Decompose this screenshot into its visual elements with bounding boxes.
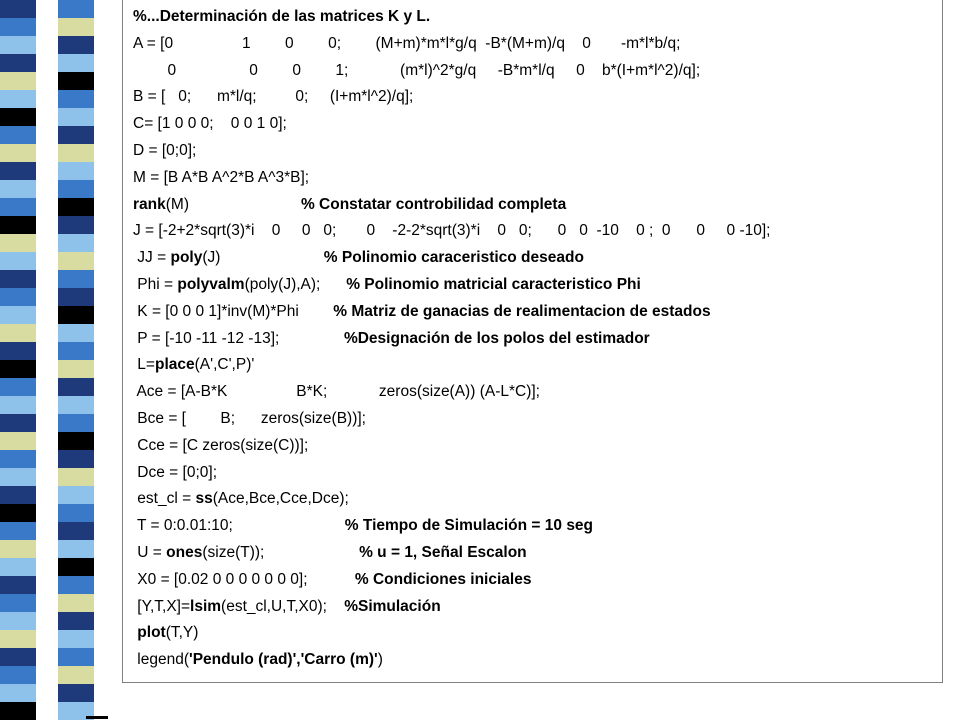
- code-text: M = [B A*B A^2*B A^3*B];: [133, 168, 310, 186]
- stripe-segment: [0, 288, 36, 306]
- stripe-segment: [0, 378, 36, 396]
- code-line: [133, 406, 366, 432]
- stripe-segment: [0, 180, 36, 198]
- code-text: B = [ 0; m*l/q; 0; (I+m*l^2)/q];: [133, 88, 414, 106]
- stripe-segment: [58, 54, 94, 72]
- stripe-segment: [58, 36, 94, 54]
- stripe-segment: [58, 162, 94, 180]
- code-line: [133, 326, 650, 352]
- code-line: [133, 111, 287, 137]
- stripe-segment: [58, 198, 94, 216]
- stripe-segment: [0, 648, 36, 666]
- code-text: J = [-2+2*sqrt(3)*i 0 0 0; 0 -2-2*sqrt(3)*i 0 0; 0 0 -10 0 ; 0 0 0 -10];: [133, 222, 771, 240]
- code-text: (size(T));: [202, 544, 360, 561]
- stripe-gap-right: [94, 0, 110, 720]
- code-text: C= [1 0 0 0; 0 0 1 0];: [133, 115, 287, 133]
- stripe-segment: [0, 54, 36, 72]
- stripe-segment: [58, 378, 94, 396]
- code-line: [133, 513, 593, 539]
- stripe-segment: [0, 0, 36, 18]
- code-line: [133, 567, 531, 593]
- stripe-segment: [0, 396, 36, 414]
- stripe-segment: [58, 126, 94, 144]
- stripe-segment: [58, 558, 94, 576]
- stripe-segment: [0, 576, 36, 594]
- code-text: T = 0:0.01:10;: [133, 517, 345, 535]
- stripe-segment: [58, 468, 94, 486]
- code-line: [133, 540, 527, 566]
- code-text: (est_cl,U,T,X0);: [221, 597, 345, 615]
- code-keyword: poly: [170, 249, 203, 267]
- code-text: est_cl =: [133, 490, 196, 508]
- code-keyword: 'Pendulo (rad)','Carro (m)': [189, 651, 378, 669]
- stripe-segment: [0, 342, 36, 360]
- code-keyword: % Condiciones iniciales: [354, 570, 532, 588]
- stripe-segment: [58, 486, 94, 504]
- code-keyword: % Tiempo de Simulación = 10 seg: [344, 517, 594, 535]
- code-text: L=: [133, 356, 155, 374]
- stripe-segment: [0, 72, 36, 90]
- stripe-segment: [0, 306, 36, 324]
- stripe-segment: [58, 612, 94, 630]
- code-keyword: % Polinomio matricial caracteristico Phi: [346, 276, 641, 293]
- code-keyword: ss: [195, 490, 213, 508]
- stripe-segment: [58, 324, 94, 342]
- stripe-segment: [0, 144, 36, 162]
- code-line: [133, 352, 254, 378]
- stripe-segment: [58, 144, 94, 162]
- code-keyword: polyvalm: [177, 276, 245, 293]
- stripe-segment: [58, 90, 94, 108]
- stripe-segment: [0, 540, 36, 558]
- code-line: [133, 379, 540, 405]
- stripe-segment: [0, 486, 36, 504]
- code-keyword: % Constatar controbilidad completa: [300, 195, 567, 213]
- stripe-segment: [0, 450, 36, 468]
- stripe-segment: [0, 234, 36, 252]
- stripe-segment: [58, 414, 94, 432]
- stripe-segment: [58, 432, 94, 450]
- stripe-segment: [58, 252, 94, 270]
- code-line: [133, 620, 198, 646]
- stripe-segment: [0, 360, 36, 378]
- stripe-segment: [0, 36, 36, 54]
- stripe-segment: [58, 666, 94, 684]
- stripe-segment: [0, 18, 36, 36]
- stripe-segment: [58, 360, 94, 378]
- code-keyword: rank: [133, 195, 166, 213]
- code-line: [133, 647, 383, 673]
- code-line: [133, 165, 309, 191]
- stripe-segment: [0, 90, 36, 108]
- stripe-segment: [58, 648, 94, 666]
- stripe-segment: [0, 162, 36, 180]
- stripe-segment: [58, 234, 94, 252]
- code-line: [133, 84, 413, 110]
- code-text: X0 = [0.02 0 0 0 0 0 0 0];: [133, 570, 355, 588]
- code-line: [133, 460, 217, 486]
- code-text: legend(: [133, 651, 190, 669]
- stripe-segment: [58, 576, 94, 594]
- stripe-segment: [58, 342, 94, 360]
- stripe-segment: [0, 702, 36, 720]
- stripe-segment: [0, 522, 36, 540]
- code-line: [133, 433, 308, 459]
- code-text: (Ace,Bce,Cce,Dce);: [212, 490, 349, 508]
- stripe-segment: [58, 504, 94, 522]
- stripe-segment: [58, 72, 94, 90]
- stripe-segment: [58, 594, 94, 612]
- stripe-segment: [0, 594, 36, 612]
- bottom-rule: [86, 716, 108, 719]
- code-text: [Y,T,X]=: [133, 597, 191, 615]
- code-line: [133, 138, 196, 164]
- code-text: (T,Y): [165, 624, 199, 642]
- stripe-segment: [58, 450, 94, 468]
- code-text: Bce = [ B; zeros(size(B))];: [133, 410, 366, 427]
- code-keyword: % Matriz de ganacias de realimentacion de estados: [333, 302, 711, 320]
- stripe-segment: [58, 216, 94, 234]
- stripe-segment: [58, 18, 94, 36]
- code-keyword: %Designación de los polos del estimador: [343, 329, 650, 347]
- code-keyword: %...Determinación de las matrices K y L.: [133, 8, 431, 25]
- stripe-segment: [0, 432, 36, 450]
- code-line: [133, 192, 566, 218]
- stripe-segment: [0, 216, 36, 234]
- code-text: Ace = [A-B*K B*K; zeros(size(A)) (A-L*C)];: [133, 383, 540, 401]
- stripe-segment: [58, 270, 94, 288]
- code-text: A = [0 1 0 0; (M+m)*m*l*g/q -B*(M+m)/q 0 -m*l*b/q;: [133, 34, 681, 52]
- code-text: (A',C',P)': [194, 356, 255, 374]
- code-line: [133, 58, 700, 84]
- code-text: Dce = [0;0];: [133, 463, 218, 481]
- stripe-segment: [0, 612, 36, 630]
- stripe-gap: [36, 0, 58, 720]
- code-text: ): [377, 651, 383, 669]
- stripe-segment: [58, 396, 94, 414]
- stripe-segment: [58, 306, 94, 324]
- code-text: (poly(J),A);: [244, 276, 347, 293]
- stripe-segment: [0, 108, 36, 126]
- code-keyword: ones: [166, 544, 203, 561]
- code-box: [122, 0, 943, 683]
- code-line: [133, 594, 441, 620]
- code-text: D = [0;0];: [133, 142, 197, 159]
- code-line: [133, 218, 770, 244]
- code-line: [133, 4, 430, 30]
- code-text: (J): [202, 249, 324, 267]
- stripe-segment: [0, 270, 36, 288]
- stripe-segment: [0, 558, 36, 576]
- stripe-segment: [58, 522, 94, 540]
- code-line: [133, 272, 641, 298]
- stripe-segment: [58, 0, 94, 18]
- code-keyword: place: [154, 356, 195, 374]
- stripe-segment: [0, 198, 36, 216]
- code-text: P = [-10 -11 -12 -13];: [133, 329, 344, 347]
- code-line: [133, 299, 711, 325]
- stripe-segment: [58, 108, 94, 126]
- code-line: [133, 245, 584, 271]
- code-keyword: lsim: [190, 597, 222, 615]
- stripe-segment: [0, 414, 36, 432]
- code-text: JJ =: [133, 249, 171, 267]
- stripe-segment: [58, 630, 94, 648]
- code-keyword: %Simulación: [344, 597, 441, 615]
- stripe-segment: [0, 684, 36, 702]
- stripe-segment: [58, 180, 94, 198]
- code-keyword: plot: [133, 624, 166, 642]
- code-keyword: % Polinomio caraceristico deseado: [323, 249, 584, 267]
- stripe-segment: [58, 684, 94, 702]
- code-line: [133, 486, 349, 512]
- stripe-segment: [0, 504, 36, 522]
- stripe-segment: [0, 324, 36, 342]
- code-keyword: % u = 1, Señal Escalon: [359, 544, 527, 561]
- code-line: [133, 31, 680, 57]
- stripe-segment: [0, 126, 36, 144]
- code-text: (M): [165, 195, 301, 213]
- code-text: 0 0 0 1; (m*l)^2*g/q -B*m*l/q 0 b*(I+m*l^2)/q];: [133, 61, 701, 79]
- code-text: Phi =: [133, 276, 178, 293]
- code-text: Cce = [C zeros(size(C))];: [133, 436, 309, 454]
- stripe-segment: [58, 540, 94, 558]
- stripe-segment: [0, 666, 36, 684]
- stripe-segment: [58, 288, 94, 306]
- stripe-segment: [0, 630, 36, 648]
- stripe-segment: [0, 252, 36, 270]
- stripe-segment: [0, 468, 36, 486]
- code-text: U =: [133, 544, 167, 561]
- code-text: K = [0 0 0 1]*inv(M)*Phi: [133, 302, 334, 320]
